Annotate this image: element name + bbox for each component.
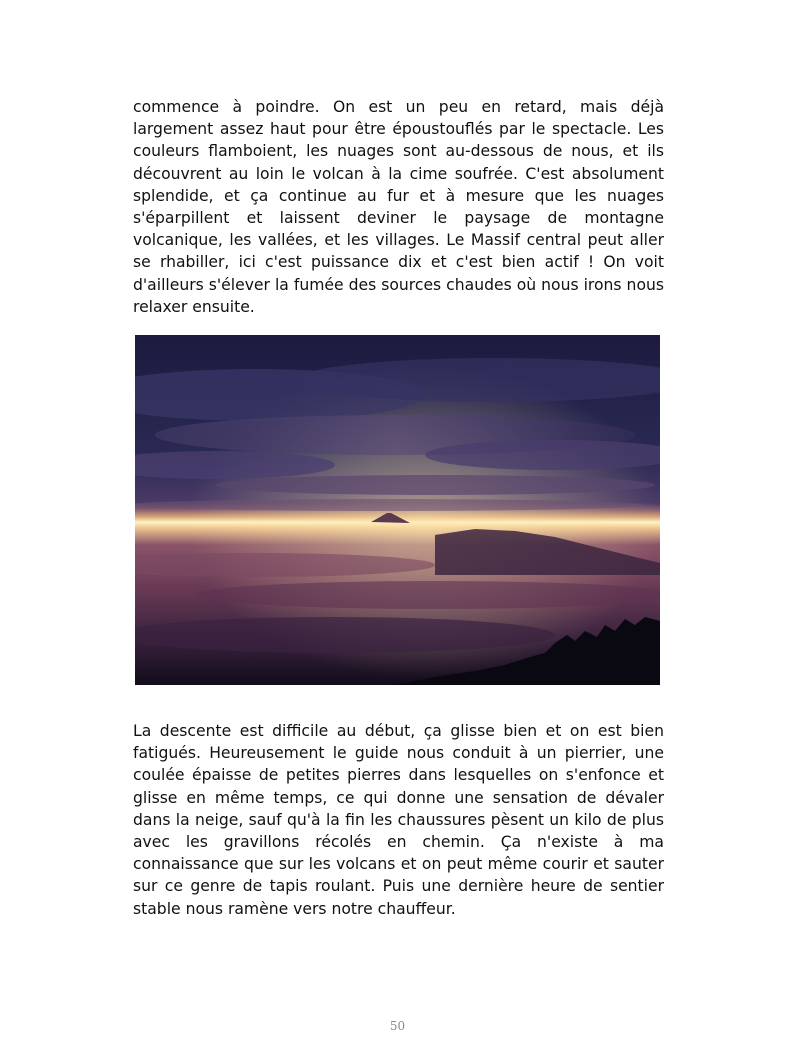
sunrise-photo [135, 335, 660, 685]
page-number: 50 [389, 1019, 406, 1033]
body-paragraph-1: commence à poindre. On est un peu en retard, mais déjà largement assez haut pour être époustouflés par le spectacle. Les couleurs flamboient, les nuages sont au-dessous de nous, et ils découvrent au loin le volcan à la cime soufrée. C'est absolument splendide, et ça continue au fur et à mesure que les nuages s'éparpillent et laissent deviner le paysage de montagne volcanique, les vallées, et les villages. Le Massif central peut aller se rhabiller, ici c'est puissance dix et c'est bien actif ! On voit d'ailleurs s'élever la fumée des sources chaudes où nous irons nous relaxer ensuite. [133, 98, 664, 316]
sunrise-photo-drawing [135, 335, 660, 685]
body-paragraph-2: La descente est difficile au début, ça glisse bien et on est bien fatigués. Heureusement le guide nous conduit à un pierrier, une coulée épaisse de petites pierres dans lesquelles on s'enfonce et glisse en même temps, ce qui donne une sensation de dévaler dans la neige, sauf qu'à la fin les chaussures pèsent un kilo de plus avec les gravillons récolés en chemin. Ça n'existe à ma connaissance que sur les volcans et on peut même courir et sauter sur ce genre de tapis roulant. Puis une dernière heure de sentier stable nous ramène vers notre chauffeur. [133, 722, 664, 918]
